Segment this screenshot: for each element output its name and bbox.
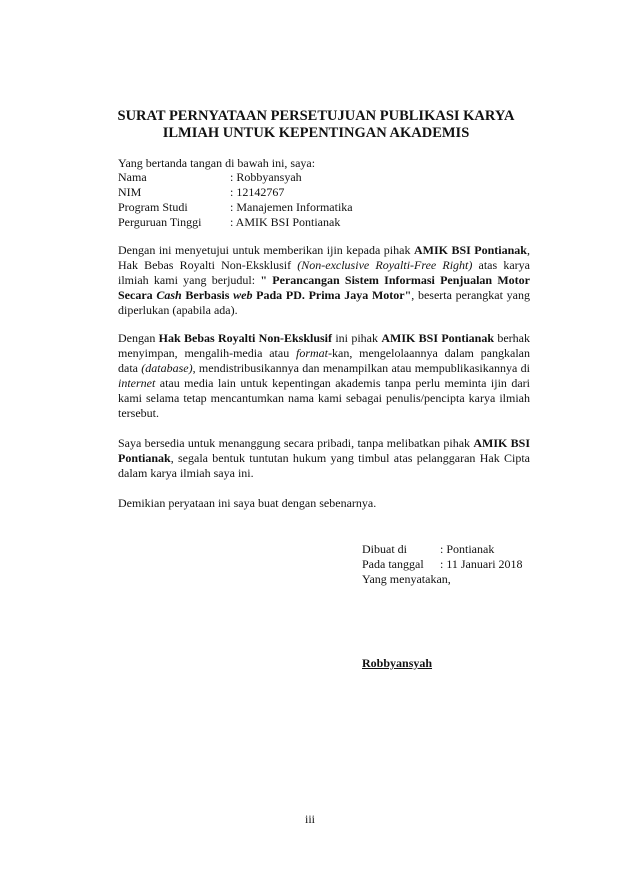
rights-paragraph [118,331,530,421]
page-number: iii [304,812,315,826]
text-run: Dengan [118,331,159,345]
title-line-2: ILMIAH UNTUK KEPENTINGAN AKADEMIS [162,125,470,141]
signature-date-row [362,557,523,572]
identity-value: : AMIK BSI Pontianak [230,215,341,229]
text-run: , mendistribusikannya dan menampilkan atau mempublikasikannya di [192,361,530,375]
title-line-1: SURAT PERNYATAAN PERSETUJUAN PUBLIKASI KARYA [117,108,515,124]
institution-name: AMIK BSI Pontianak [413,243,527,257]
identity-value: : 12142767 [230,185,285,199]
identity-table [118,170,353,230]
signature-value: : 11 Januari 2018 [440,557,523,571]
liability-paragraph [118,436,530,481]
text-run: Saya bersedia untuk menanggung secara pribadi, tanpa melibatkan pihak [118,436,474,450]
consent-paragraph [118,243,530,318]
identity-label: Perguruan Tinggi [118,215,202,229]
text-run: , segala bentuk tuntutan hukum yang timbul atas pelanggaran Hak Cipta dalam karya ilmiah saya ini. [118,451,530,480]
identity-row-nim [118,185,353,200]
text-run: berhak menyimpan, mengalih-media atau [118,331,530,360]
thesis-title-italic: web [233,288,253,302]
signature-declarer-row [362,572,523,587]
italic-term: (database) [141,361,193,375]
institution-name: AMIK BSI Pontianak [381,331,495,345]
thesis-title: " Perancangan Sistem Informasi Penjualan Motor Secara [118,273,531,302]
identity-label: Program Studi [118,200,188,214]
signature-block [362,542,523,587]
intro-text: Yang bertanda tangan di bawah ini, saya: [118,156,316,170]
signature-label: Dibuat di [362,542,407,556]
italic-term: (Non-exclusive Royalti-Free Right) [297,258,473,272]
declarer-text: Yang menyatakan, [362,572,451,586]
text-run: atas karya ilmiah kami yang berjudul: [118,258,530,287]
identity-row-institution [118,215,353,230]
signature-place-row [362,542,523,557]
text-run: , Hak Bebas Royalti Non-Eksklusif [118,243,530,272]
identity-row-program [118,200,353,215]
license-name: Hak Bebas Royalti Non-Eksklusif [158,331,333,345]
identity-label: NIM [118,185,142,199]
text-run: atau media lain untuk kepentingan akademis tanpa perlu meminta ijin dari kami selama tetap mencantumkan nama kami sebagai penulis/pencipta karya ilmiah tersebut. [118,376,530,420]
thesis-title-italic: Cash [156,288,182,302]
italic-term: internet [118,376,156,390]
signature-value: : Pontianak [440,542,495,556]
document-title [100,108,532,142]
signer-name: Robbyansyah [362,656,433,670]
institution-name: AMIK BSI Pontianak [118,436,531,465]
italic-term: format [296,346,329,360]
text-run: ini pihak [332,331,382,345]
signature-label: Pada tanggal [362,557,424,571]
identity-value: : Manajemen Informatika [230,200,353,214]
identity-label: Nama [118,170,147,184]
text-run: Dengan ini menyetujui untuk memberikan ijin kepada pihak [118,243,414,257]
closing-paragraph: Demikian peryataan ini saya buat dengan sebenarnya. [118,496,377,510]
text-run: -kan, mengelolaannya dalam pangkalan data [118,346,530,375]
thesis-title: Pada PD. Prima Jaya Motor" [252,288,412,302]
identity-value: : Robbyansyah [230,170,302,184]
identity-row-name [118,170,353,185]
thesis-title: Berbasis [181,288,234,302]
text-run: , beserta perangkat yang diperlukan (apabila ada). [118,288,530,317]
